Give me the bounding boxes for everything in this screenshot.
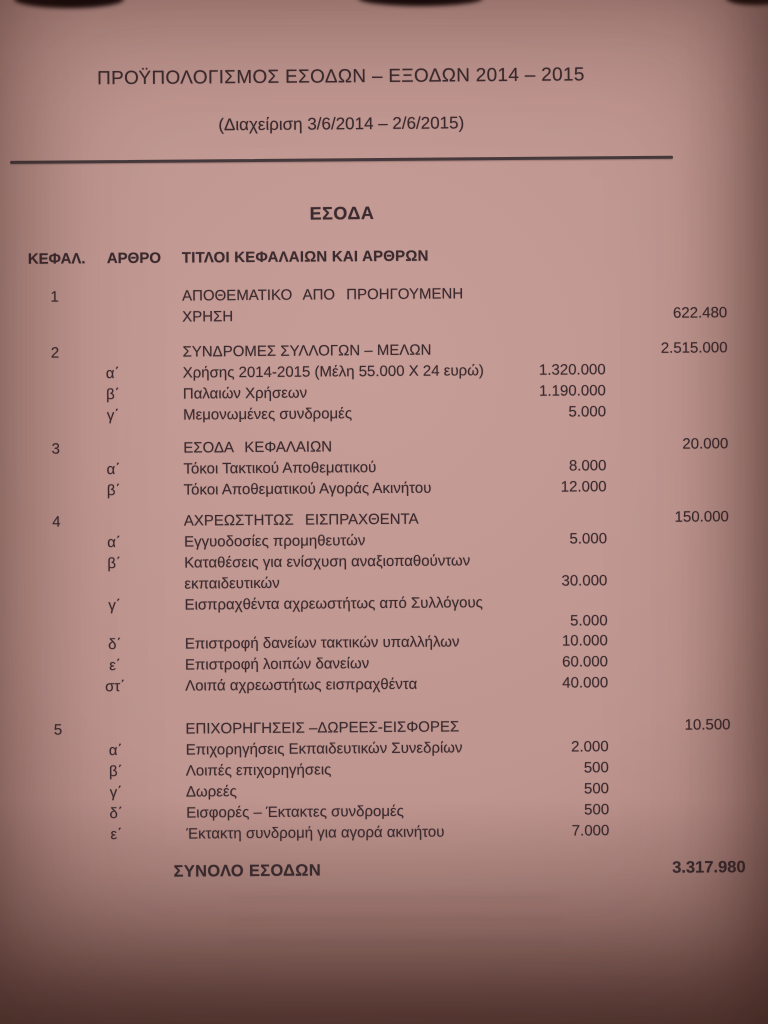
item-value: 5.000 xyxy=(568,403,607,421)
document-title: ΠΡΟΫΠΟΛΟΓΙΣΜΟΣ ΕΣΟΔΩΝ – ΕΞΟΔΩΝ 2014 – 2015 xyxy=(96,64,585,90)
item-label: Εισφορές – Έκτακτες συνδρομές xyxy=(186,802,404,822)
spacer xyxy=(485,338,605,339)
section-number: 1 xyxy=(50,288,59,306)
item-letter: β΄ xyxy=(106,482,121,500)
item-label: Επιστροφή δανείων τακτικών υπαλλήλων xyxy=(184,633,460,653)
item-label: Παλαιών Χρήσεων xyxy=(182,384,308,403)
item-letter: δ΄ xyxy=(109,805,123,823)
budget-table xyxy=(0,243,768,883)
item-value: 5.000 xyxy=(570,612,608,630)
grand-total-label: ΣΥΝΟΛΟ ΕΣΟΔΩΝ xyxy=(173,861,322,881)
item-letter: α΄ xyxy=(106,461,121,479)
section-total: 150.000 xyxy=(674,508,729,526)
section-title: ΑΠΟΘΕΜΑΤΙΚΟ ΑΠΟ ΠΡΟΗΓΟΥΜΕΝΗ ΧΡΗΣΗ xyxy=(182,285,464,326)
grand-total-value: 3.317.980 xyxy=(672,858,746,877)
item-letter: γ΄ xyxy=(109,784,123,802)
section-total: 2.515.000 xyxy=(660,339,728,357)
item-value: 5.000 xyxy=(569,530,608,548)
item-letter: ε΄ xyxy=(109,657,121,675)
item-letter: β΄ xyxy=(105,386,120,404)
item-value: 8.000 xyxy=(568,457,607,475)
spacer xyxy=(485,282,605,283)
item-value: 1.320.000 xyxy=(538,361,606,379)
section-total: 622.480 xyxy=(672,304,728,322)
item-label: Έκτακτη συνδρομή για αγορά ακινήτου xyxy=(186,823,445,843)
document-header xyxy=(9,64,673,137)
item-value: 1.190.000 xyxy=(539,382,606,400)
section-total: 10.500 xyxy=(684,716,731,734)
item-letter: α΄ xyxy=(107,534,121,552)
section-number: 4 xyxy=(52,513,61,531)
spacer xyxy=(488,715,608,716)
item-label: Επιχορηγήσεις Εκπαιδευτικών Συνεδρίων xyxy=(185,739,463,759)
item-value: 30.000 xyxy=(561,572,608,590)
section-header-row xyxy=(0,281,767,329)
item-letter: β΄ xyxy=(107,555,122,573)
item-letter: α΄ xyxy=(105,365,120,383)
item-value: 7.000 xyxy=(571,822,610,840)
item-value: 40.000 xyxy=(562,674,609,692)
section-title: ΕΣΟΔΑ ΚΕΦΑΛΑΙΩΝ xyxy=(183,438,333,457)
item-label: Εισπραχθέντα αχρεωστήτως από Συλλόγους xyxy=(184,594,483,614)
item-value: 500 xyxy=(584,801,610,819)
item-value: 12.000 xyxy=(560,478,607,496)
col-header-titles: ΤΙΤΛΟΙ ΚΕΦΑΛΑΙΩΝ ΚΑΙ ΑΡΘΡΩΝ xyxy=(181,247,429,267)
section-title: ΕΠΙΧΟΡΗΓΗΣΕΙΣ –ΔΩΡΕΕΣ-ΕΙΣΦΟΡΕΣ xyxy=(185,718,460,738)
horizontal-rule xyxy=(10,156,673,164)
spacer xyxy=(487,507,607,508)
item-label: Λοιπές επιχορηγήσεις xyxy=(185,761,332,780)
table-column-headers xyxy=(0,243,767,270)
section-number: 5 xyxy=(53,721,63,739)
spacer xyxy=(486,434,606,435)
section-number: 3 xyxy=(51,440,61,458)
section-title: ΑΧΡΕΩΣΤΗΤΩΣ ΕΙΣΠΡΑΧΘΕΝΤΑ xyxy=(183,510,419,530)
section-total: 20.000 xyxy=(682,435,729,453)
item-value: 500 xyxy=(583,780,610,798)
section-title: ΣΥΝΔΡΟΜΕΣ ΣΥΛΛΟΓΩΝ – ΜΕΛΩΝ xyxy=(182,341,432,361)
item-letter: ε΄ xyxy=(110,826,123,844)
col-header-kefal: ΚΕΦΑΛ. xyxy=(27,250,86,268)
item-letter: α΄ xyxy=(108,742,123,760)
section-5 xyxy=(2,714,768,846)
item-value: 500 xyxy=(583,759,609,777)
grand-total-row xyxy=(4,858,768,883)
section-2 xyxy=(0,337,768,427)
item-letter: δ΄ xyxy=(108,636,122,654)
item-value: 60.000 xyxy=(562,653,609,671)
item-value: 10.000 xyxy=(561,632,608,650)
section-number: 2 xyxy=(50,344,60,362)
document-subtitle: (Διαχείριση 3/6/2014 – 2/6/2015) xyxy=(218,113,465,135)
item-label: Χρήσης 2014-2015 (Μέλη 55.000 Χ 24 ευρώ) xyxy=(182,362,484,382)
item-label: Επιστροφή λοιπών δανείων xyxy=(184,655,370,674)
esoda-heading: ΕΣΟΔΑ xyxy=(309,203,375,224)
item-label: Εγγυοδοσίες προμηθευτών xyxy=(183,532,366,551)
item-letter: γ΄ xyxy=(108,597,121,615)
item-label: Τόκοι Αποθεματικού Αγοράς Ακινήτου xyxy=(183,479,432,499)
item-letter: στ΄ xyxy=(105,678,126,696)
section-1 xyxy=(0,281,767,329)
section-3 xyxy=(0,433,768,502)
item-letter: β΄ xyxy=(108,763,123,781)
section-4 xyxy=(1,506,768,698)
item-label: Δωρεές xyxy=(185,783,237,801)
item-letter: γ΄ xyxy=(106,407,120,425)
item-label: Μεμονωμένες συνδρομές xyxy=(182,405,353,424)
item-label: Καταθέσεις για ενίσχυση αναξιοπαθούντων εκπαιδευτικών xyxy=(184,552,471,593)
col-header-arthro: ΑΡΘΡΟ xyxy=(106,249,162,268)
item-label: Τόκοι Τακτικού Αποθεματικού xyxy=(183,459,377,478)
item-value: 2.000 xyxy=(571,738,609,756)
item-label: Λοιπά αχρεωστήτως εισπραχθέντα xyxy=(185,675,418,695)
item-row xyxy=(1,548,768,596)
